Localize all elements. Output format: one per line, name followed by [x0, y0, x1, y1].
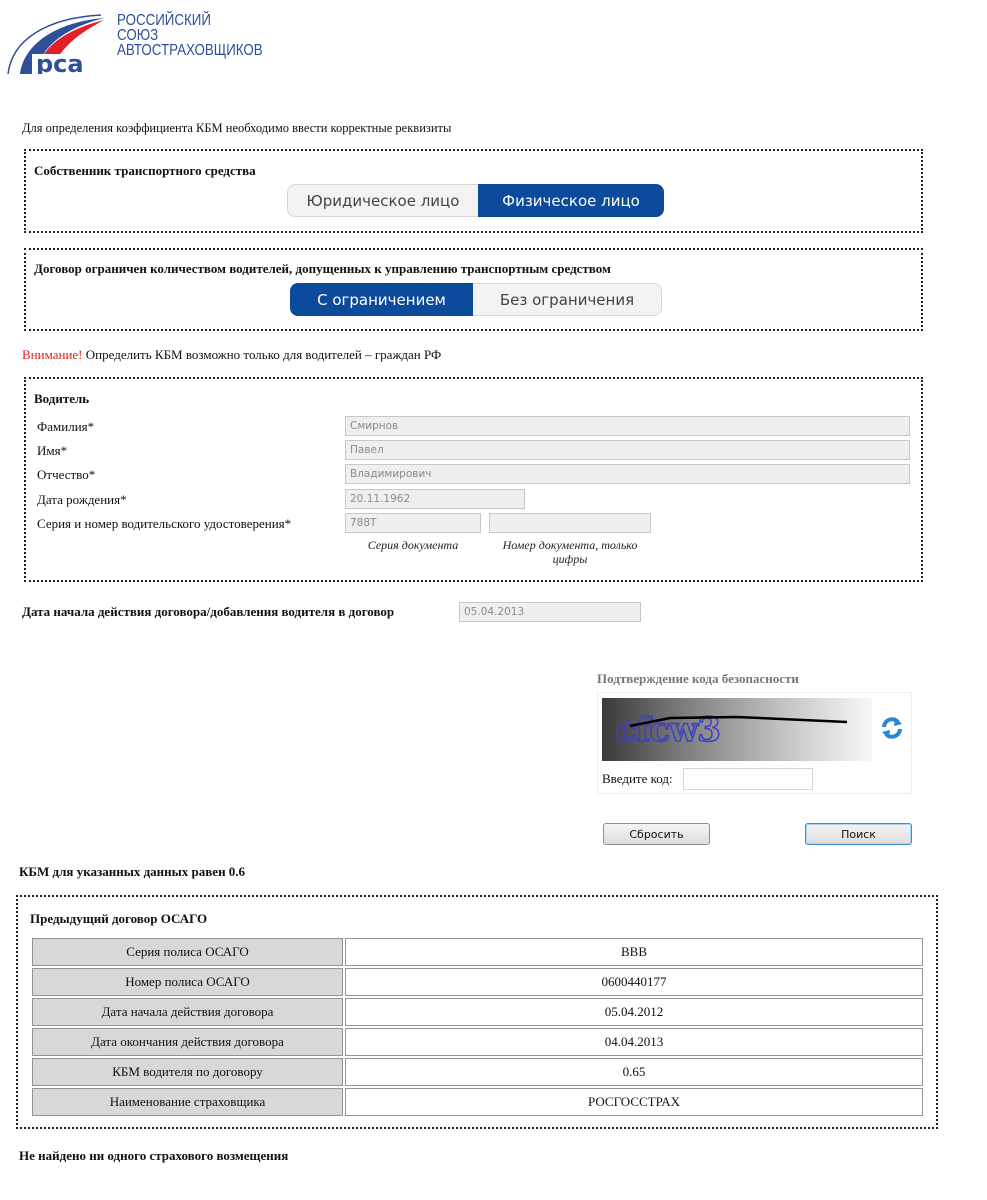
- surname-input[interactable]: Смирнов: [345, 416, 910, 436]
- kbm-result-text: КБМ для указанных данных равен 0.6: [19, 864, 246, 879]
- reset-button[interactable]: Сбросить: [603, 823, 710, 845]
- row-key: Наименование страховщика: [32, 1088, 343, 1116]
- name-input[interactable]: Павел: [345, 440, 910, 460]
- row-key: Номер полиса ОСАГО: [32, 968, 343, 996]
- table-row: [32, 938, 923, 966]
- no-claims-text: Не найдено ни одного страхового возмещения: [19, 1148, 289, 1163]
- captcha-input-label: Введите код:: [602, 771, 673, 786]
- contract-date-input[interactable]: 05.04.2013: [459, 602, 641, 622]
- table-row: [32, 998, 923, 1026]
- driver-title: Водитель: [34, 391, 90, 406]
- captcha-input[interactable]: [683, 768, 813, 790]
- intro-text: Для определения коэффициента КБМ необходимо ввести корректные реквизиты: [22, 121, 452, 135]
- owner-title: Собственник транспортного средства: [34, 163, 256, 178]
- warning-body: Определить КБМ возможно только для водителей – граждан РФ: [82, 347, 442, 362]
- search-button[interactable]: Поиск: [805, 823, 912, 845]
- patronymic-label: Отчество*: [37, 467, 96, 482]
- table-row: [32, 1088, 923, 1116]
- previous-contract-table: [30, 936, 925, 1118]
- owner-option-individual[interactable]: Физическое лицо: [478, 184, 664, 217]
- row-value: BBB: [345, 938, 923, 966]
- rsa-logo-text: [117, 13, 263, 58]
- birthdate-input[interactable]: 20.11.1962: [345, 489, 525, 509]
- contract-date-label: Дата начала действия договора/добавления водителя в договор: [22, 604, 395, 619]
- table-row: [32, 1028, 923, 1056]
- row-value: 0.65: [345, 1058, 923, 1086]
- warning-text: [22, 347, 441, 363]
- warning-prefix: Внимание!: [22, 347, 83, 362]
- license-label: Серия и номер водительского удостоверения*: [37, 516, 292, 531]
- row-key: Серия полиса ОСАГО: [32, 938, 343, 966]
- restriction-option-limited[interactable]: С ограничением: [290, 283, 473, 316]
- birthdate-label: Дата рождения*: [37, 492, 127, 507]
- table-row: [32, 1058, 923, 1086]
- name-label: Имя*: [37, 443, 68, 458]
- row-key: Дата окончания действия договора: [32, 1028, 343, 1056]
- restriction-option-unlimited[interactable]: Без ограничения: [473, 283, 662, 316]
- previous-contract-title: Предыдущий договор ОСАГО: [30, 911, 208, 926]
- row-value: 04.04.2013: [345, 1028, 923, 1056]
- svg-text:рса: рса: [36, 50, 84, 74]
- captcha-image-text: cfcw3: [616, 710, 720, 750]
- surname-label: Фамилия*: [37, 419, 95, 434]
- license-number-hint: Номер документа, только цифры: [502, 538, 638, 566]
- patronymic-input[interactable]: Владимирович: [345, 464, 910, 484]
- license-number-input[interactable]: [489, 513, 651, 533]
- row-key: КБМ водителя по договору: [32, 1058, 343, 1086]
- license-series-input[interactable]: 788T: [345, 513, 481, 533]
- row-value: 05.04.2012: [345, 998, 923, 1026]
- captcha-title: Подтверждение кода безопасности: [597, 671, 799, 686]
- row-value: РОСГОССТРАХ: [345, 1088, 923, 1116]
- logo-line-2: СОЮЗ: [117, 27, 159, 44]
- captcha-noise-line: [602, 698, 872, 761]
- rsa-logo-icon: [6, 12, 116, 74]
- logo-line-3: АВТОСТРАХОВЩИКОВ: [117, 42, 263, 59]
- row-key: Дата начала действия договора: [32, 998, 343, 1026]
- owner-option-legal[interactable]: Юридическое лицо: [287, 184, 478, 217]
- refresh-icon[interactable]: [880, 716, 904, 740]
- captcha-image: [602, 698, 872, 761]
- logo-line-1: РОССИЙСКИЙ: [117, 12, 211, 29]
- restriction-toggle: [290, 283, 662, 316]
- table-row: [32, 968, 923, 996]
- restriction-title: Договор ограничен количеством водителей, допущенных к управлению транспортным средством: [34, 261, 611, 276]
- row-value: 0600440177: [345, 968, 923, 996]
- license-series-hint: Серия документа: [367, 538, 459, 552]
- owner-toggle: [287, 184, 664, 217]
